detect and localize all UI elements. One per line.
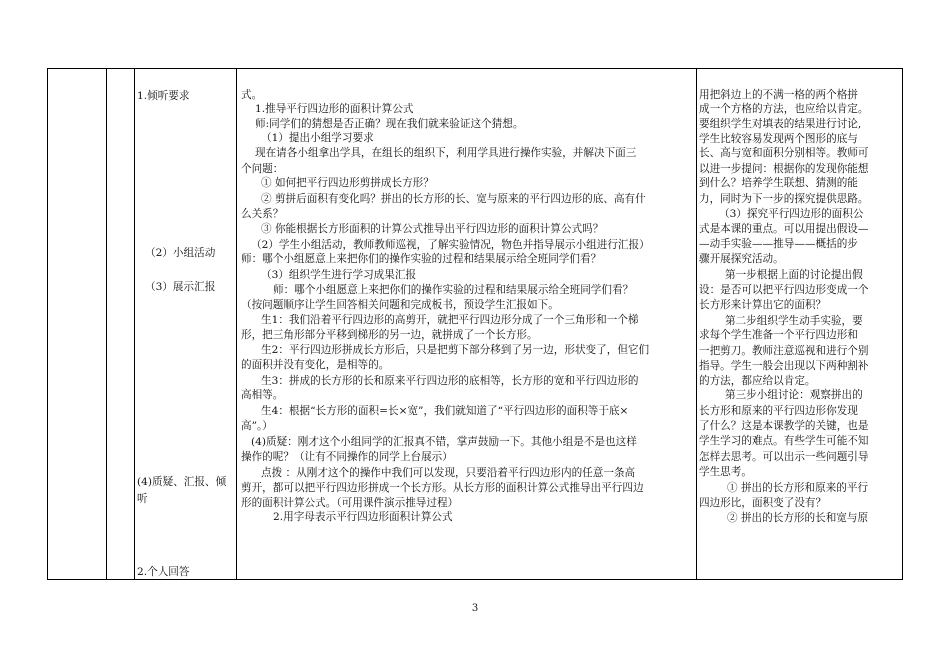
text-line: 长方形来计算出它的面积？ — [699, 299, 827, 311]
text-line: 一把剪刀。教师注意巡视和进行个别 — [699, 345, 869, 357]
text-line: 形，把三角形部分平移到梯形的另一边，就拼成了一个长方形。 — [241, 329, 538, 341]
text-line: 式。 — [241, 89, 263, 101]
text-line: 学生思考。 — [699, 466, 752, 478]
text-line: 长方形和原来的平行四边形你发现 — [699, 405, 858, 417]
text-line: 生4：根据“长方形的面积=长×宽”，我们就知道了“平行四边形的面积等于底× — [261, 405, 629, 417]
text-line: 生3：拼成的长方形的长和原来平行四边形的底相等，长方形的宽和平行四边形的 — [261, 375, 639, 387]
teaching-process-column — [237, 69, 696, 579]
text-line: 师：哪个小组愿意上来把你们的操作实验的过程和结果展示给全班同学们看？ — [241, 253, 602, 265]
text-line: 指导。学生一般会出现以下两种割补 — [699, 360, 869, 372]
text-line: 骤开展探究活动。 — [699, 253, 784, 265]
text-line: 用把斜边上的不满一格的两个格拼 — [699, 89, 858, 101]
text-line: （3）组织学生进行学习成果汇报 — [261, 269, 417, 281]
text-line: ① 如何把平行四边形剪拼成长方形？ — [261, 177, 434, 189]
text-line: 1.推导平行四边形的面积计算公式 — [255, 103, 414, 115]
text-line: （按问题顺序让学生回答相关问题和完成板书，预设学生汇报如下。 — [241, 299, 559, 311]
text-line: 力，同时为下一步的探究提供思路。 — [699, 193, 869, 205]
activity-column — [135, 69, 236, 579]
text-line: 的方法，都应给以肯定。 — [699, 375, 816, 387]
text-line: ② 拼出的长方形的长和宽与原 — [727, 512, 869, 524]
text-line: 怎样去思考。可以出示一些问题引导 — [699, 451, 869, 463]
text-line: 要组织学生对填表的结果进行讨论, — [699, 118, 862, 130]
text-line: 高”。） — [241, 420, 273, 432]
design-intent-column — [697, 69, 904, 579]
text-line: 设：是否可以把平行四边形变成一个 — [699, 284, 869, 296]
text-line: 形的面积计算公式。（可用课件演示推导过程） — [241, 497, 459, 509]
text-line: 以进一步提问：根据你的发现你能想 — [699, 163, 869, 175]
text-line: 操作的呢？（让有不同操作的同学上台展示） — [241, 451, 453, 463]
column-empty-1 — [48, 69, 106, 579]
text-line: 个问题： — [241, 163, 284, 175]
activity-label: 1.倾听要求 — [137, 90, 190, 102]
text-line: 生2：平行四边形拼成长方形后，只是把剪下部分移到了另一边，形状变了，但它们 — [261, 344, 650, 356]
text-line: 成一个方格的方法，也应给以肯定。 — [699, 103, 869, 115]
text-line: 生1：我们沿着平行四边形的高剪开，就把平行四边形分成了一个三角形和一个梯 — [261, 314, 639, 326]
text-line: ② 剪拼后面积有变化吗？拼出的长方形的长、宽与原来的平行四边形的底、高有什 — [261, 193, 646, 205]
text-line: —动手实验——推导——概括的步 — [699, 238, 858, 250]
column-empty-2 — [107, 69, 134, 579]
activity-label: （3）展示汇报 — [145, 281, 216, 293]
text-line: 学生比较容易发现两个图形的底与 — [699, 133, 858, 145]
text-line: 了什么？这是本课教学的关键，也是 — [699, 420, 869, 432]
activity-label: (4)质疑、汇报、倾 — [137, 476, 227, 488]
page-number: 3 — [471, 603, 479, 614]
text-line: （3）探究平行四边形的面积公 — [719, 208, 864, 220]
text-line: 长、高与宽和面积分别相等。教师可 — [699, 147, 869, 159]
text-line: 么关系？ — [241, 208, 284, 220]
text-line: 四边形比，面积变了没有？ — [699, 497, 827, 509]
text-line: 学生学习的难点。有些学生可能不知 — [699, 435, 869, 447]
text-line: 式是本课的重点。可以用提出假设— — [699, 223, 869, 235]
activity-label: 2.个人回答 — [137, 566, 190, 578]
activity-label: （2）小组活动 — [145, 247, 216, 259]
text-line: 到什么？培养学生联想、猜测的能 — [699, 177, 858, 189]
text-line: 第三步小组讨论：观察拼出的 — [725, 389, 863, 401]
activity-label: 听 — [137, 493, 148, 505]
text-line: 2.用字母表示平行四边形面积计算公式 — [273, 511, 453, 523]
lesson-table — [47, 68, 903, 580]
text-line: ③ 你能根据长方形面积的计算公式推导出平行四边形的面积计算公式吗？ — [261, 223, 604, 235]
text-line: 求每个学生准备一个平行四边形和 — [699, 329, 858, 341]
text-line: 的面积并没有变化，是相等的。 — [241, 359, 390, 371]
text-line: (4)质疑：刚才这个小组同学的汇报真不错，掌声鼓励一下。其他小组是不是也这样 — [251, 436, 637, 448]
text-line: 剪开，都可以把平行四边形拼成一个长方形。从长方形的面积计算公式推导出平行四边 — [241, 482, 644, 494]
text-line: 师：哪个小组愿意上来把你们的操作实验的过程和结果展示给全班同学们看？ — [273, 284, 634, 296]
text-line: 第二步组织学生动手实验，要 — [725, 315, 863, 327]
text-line: 现在请各小组拿出学具，在组长的组织下，利用学具进行操作实验，并解决下面三 — [255, 147, 637, 159]
text-line: 第一步根据上面的讨论提出假 — [725, 269, 863, 281]
text-line: ① 拼出的长方形和原来的平行 — [727, 482, 869, 494]
text-line: （2）学生小组活动，教师教师巡视，了解实验情况，物色并指导展示小组进行汇报） — [251, 239, 650, 251]
text-line: （1）提出小组学习要求 — [261, 132, 374, 144]
text-line: 点拨 ：从刚才这个的操作中我们可以发现，只要沿着平行四边形内的任意一条高 — [261, 467, 636, 479]
text-line: 高相等。 — [241, 389, 284, 401]
text-line: 师:同学们的猜想是否正确？现在我们就来验证这个猜想。 — [255, 118, 524, 130]
